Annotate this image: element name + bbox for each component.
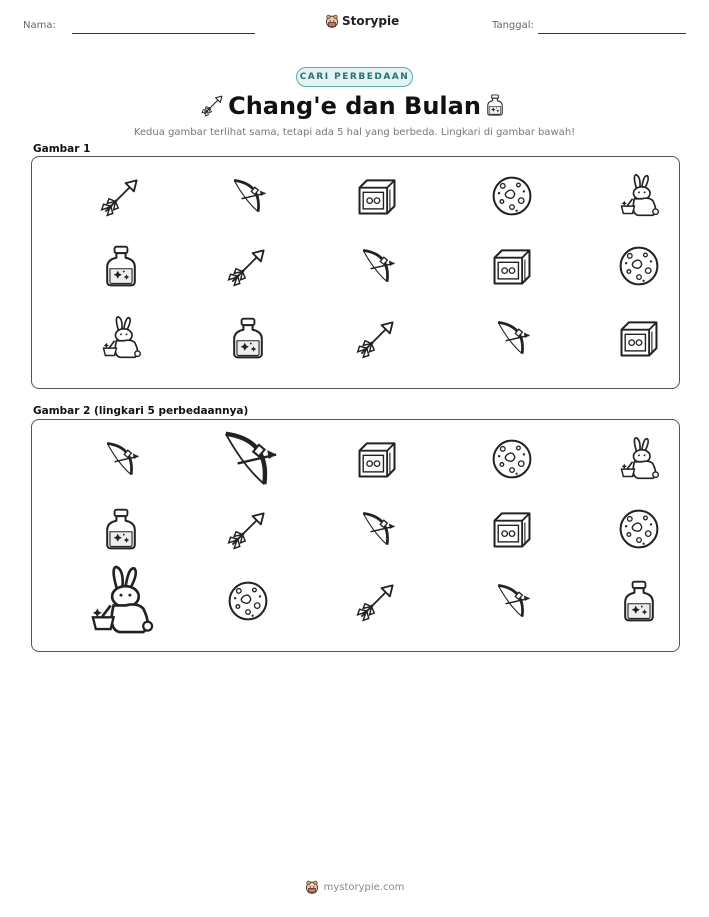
moon-icon [616,243,662,293]
bow-icon[interactable] [489,578,535,628]
brand [325,14,399,28]
picture1-label: Gambar 1 [33,143,91,155]
potion-icon [98,243,144,293]
footer [0,880,709,894]
chest-icon [489,243,535,293]
footer-site: mystorypie.com [323,881,405,893]
bow-icon[interactable] [354,506,400,556]
picture2-label: Gambar 2 (lingkari 5 perbedaannya) [33,405,249,417]
bow-icon [354,243,400,293]
brand-name: Storypie [342,14,400,28]
date-label: Tanggal: [492,20,534,31]
chest-icon [354,173,400,223]
picture1-panel [31,156,680,389]
arrow-icon [225,243,271,293]
bow-icon [225,173,271,223]
chest-icon[interactable] [354,436,400,486]
rabbit-icon [616,173,662,223]
potion-bottle-icon [483,90,507,124]
arrow-icon[interactable] [225,506,271,556]
rabbit-icon[interactable] [84,564,158,642]
instructions-text: Kedua gambar terlihat sama, tetapi ada 5 hal yang berbeda. Lingkari di gambar bawah! [133,127,576,138]
bow-icon [489,315,535,365]
name-input-line[interactable] [72,33,255,34]
picture2-panel[interactable] [31,419,680,652]
rabbit-icon[interactable] [616,436,662,486]
bow-icon[interactable] [98,436,144,486]
moon-icon[interactable] [225,578,271,628]
potion-icon [225,315,271,365]
moon-icon[interactable] [489,436,535,486]
page-title: Chang'e dan Bulan [228,92,481,120]
potion-icon[interactable] [616,578,662,628]
moon-icon[interactable] [616,506,662,556]
date-input-line[interactable] [538,33,686,34]
chest-icon[interactable] [489,506,535,556]
bow-icon[interactable] [211,422,285,500]
name-label: Nama: [23,20,56,31]
storypie-logo-icon [305,880,319,894]
storypie-logo-icon [325,14,339,28]
arrow-icon [98,173,144,223]
moon-icon [489,173,535,223]
arrow-icon [354,315,400,365]
chest-icon [616,315,662,365]
arrow-icon[interactable] [354,578,400,628]
potion-icon[interactable] [98,506,144,556]
activity-badge: CARI PERBEDAAN [296,67,413,87]
rabbit-icon [98,315,144,365]
